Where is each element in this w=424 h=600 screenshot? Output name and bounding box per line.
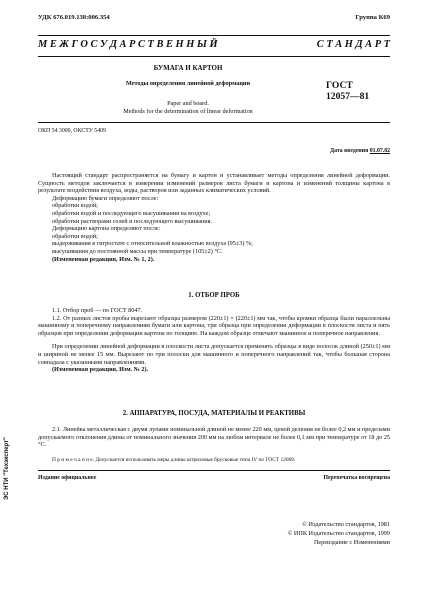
intro-line: Деформацию бумаги определяют после: [52, 194, 159, 202]
banner-rule [38, 56, 390, 57]
clause-1-2: 1.2. От разных листов пробы вырезают образцы размером (220±1) × (220±1) мм так, чтобы кромки образца были параллельны машинному и поперечному направлениям бумаги или картона, три образца при определении деформации в плоскости листа и пять образцов при определении деформации картона по толщине. На каждом образце отмечают машинное и поперечное направления. [38, 314, 390, 337]
official-edition-label: Издание официальное [38, 475, 97, 481]
section-2-heading: 2. АППАРАТУРА, ПОСУДА, МАТЕРИАЛЫ И РЕАКТИВЫ [122, 410, 306, 417]
clause-1-2-extra: При определении линейной деформации в плоскости листа допускается применять образцы в виде полосок длиной (250±1) мм и шириной не менее 15 мм. Вырезают по три полоски для машинного и поперечного направлений так, чтобы большая сторона совпадала с указанными направлениями. [38, 343, 390, 366]
amendment-note: (Измененная редакция, Изм. № 2). [52, 366, 149, 374]
copyright-line-2: © ИПК Издательство стандартов, 1999 [287, 530, 390, 537]
intro-line: обработки растворами солей и последующего высушивания. [52, 217, 212, 225]
amendment-note: (Измененная редакция, Изм. № 1, 2). [52, 255, 155, 263]
section-2-text [38, 426, 390, 449]
intro-line: обработки водой; [52, 202, 98, 210]
banner-word-1: М Е Ж Г О С У Д А Р С Т В Е Н Н Ы Й [38, 39, 218, 50]
section-2-note: П р и м е ч а н и е. Допускается использовать меры длины штриховые брусковые типа IV по ГОСТ 12069. [52, 457, 296, 463]
document-subtitle: Методы определения линейной деформации [125, 80, 251, 87]
intro-line: Деформацию картона определяют после: [52, 225, 161, 233]
copyright-line-1: © Издательство стандартов, 1981 [302, 521, 390, 528]
standard-banner [38, 39, 390, 50]
english-title-line-2: Methods for the determination of linear deformation [123, 108, 253, 115]
section-1-text [38, 307, 390, 374]
english-title [38, 100, 338, 116]
group-code: Группа К69 [355, 14, 390, 21]
intro-line: обработки водой; [52, 232, 98, 240]
gost-label: ГОСТ [326, 80, 353, 91]
footer-rule [38, 470, 390, 471]
gost-number: 12057—81 [326, 91, 370, 102]
intro-line: выдерживания в гигростате с относительной влажностью воздуха (95±3) %; [52, 240, 253, 248]
introduction-date-value: 01.07.82 [369, 148, 390, 154]
reissue-note: Переиздание с Изменениями [313, 539, 390, 546]
section-1-heading: 1. ОТБОР ПРОБ [188, 292, 240, 299]
introduction-text [38, 172, 390, 263]
intro-paragraph: Настоящий стандарт распространяется на бумагу и картон и устанавливает методы определения линейной деформации. Сущность методов заключается в измерении изменений размеров листа бумаги и картона и изменений толщины картона в результате воздействия воздуха, воды, растворов или заданных климатических условий. [38, 172, 390, 195]
introduction-date [330, 148, 390, 154]
udk-code: УДК 676.019.138:006.354 [38, 14, 110, 21]
top-rule [38, 35, 390, 36]
side-stamp: ЭС НТИ "Техэксперт" [4, 437, 10, 500]
title-rule [38, 122, 390, 123]
okp-code: ОКП 54 3000, ОКСТУ 5409 [38, 128, 106, 134]
clause-2-1: 2.1. Линейка металлическая с двумя лупами номинальной длиной не менее 220 мм, ценой деления не более 0,2 мм и пределами допускаемого отклонения длины от номинального значения 200 мм на любом интервале не более 0,1 мм при температуре от 18 до 25 °С. [38, 426, 391, 449]
copyright-block [190, 520, 390, 547]
intro-line: обработки водой и последующего высушивания на воздухе; [52, 209, 211, 217]
banner-word-2: С Т А Н Д А Р Т [316, 39, 390, 50]
reprint-prohibited-label: Перепечатка воспрещена [323, 475, 390, 481]
english-title-line-1: Paper and board. [167, 100, 209, 107]
document-title: БУМАГА И КАРТОН [153, 64, 223, 72]
gost-designation [326, 80, 369, 102]
introduction-date-label: Дата введения [330, 148, 369, 154]
clause-1-1: 1.1. Отбор проб — по ГОСТ 8047. [52, 307, 143, 314]
intro-line: высушивания до постоянной массы при температуре (105±2) °С. [52, 247, 223, 255]
